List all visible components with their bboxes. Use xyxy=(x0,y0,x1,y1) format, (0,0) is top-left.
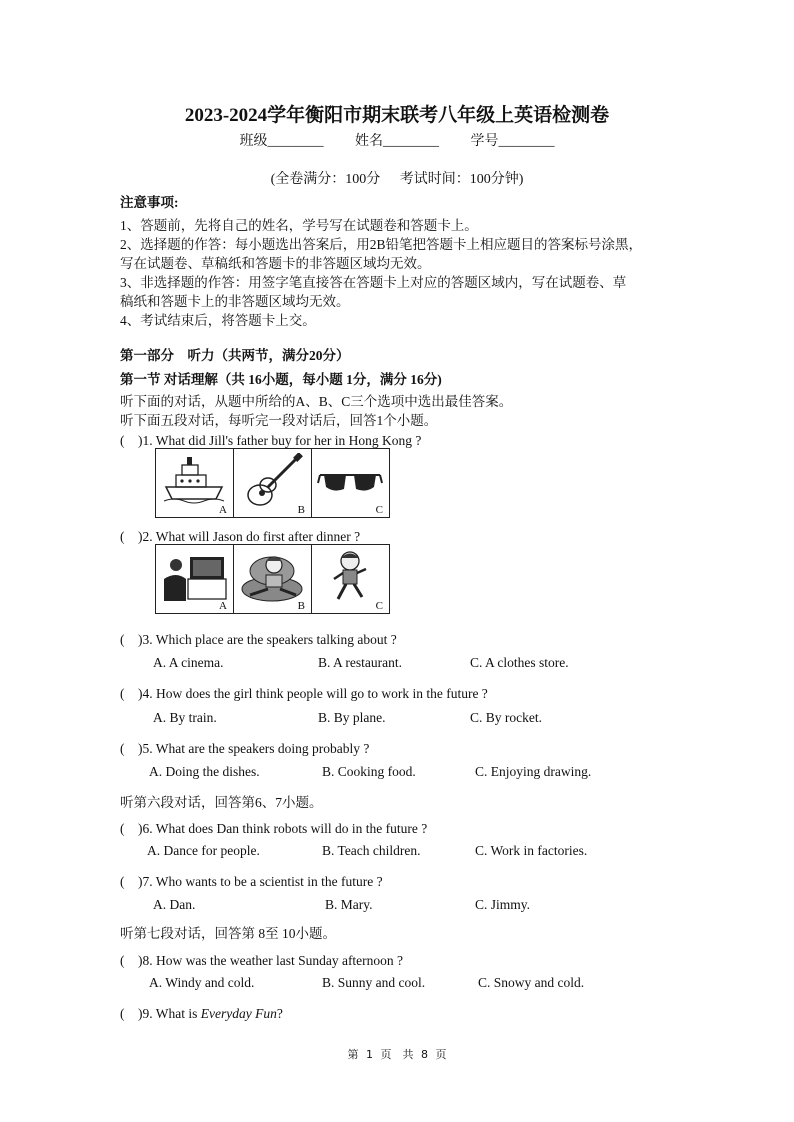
question-stem: ( )7. Who wants to be a scientist in the future ? xyxy=(120,874,383,889)
option-label: B xyxy=(297,600,305,612)
option-label: B xyxy=(297,504,305,516)
stem-italic: Everyday Fun xyxy=(200,1006,277,1021)
part-heading: 第一部分 听力（共两节，满分20分） xyxy=(120,348,350,363)
option-a: A. By train. xyxy=(153,710,217,725)
picture-options xyxy=(155,544,390,614)
option-a: A. Dance for people. xyxy=(147,843,260,858)
exam-title: 2023-2024学年衡阳市期末联考八年级上英语检测卷 xyxy=(184,105,610,126)
exam-meta xyxy=(0,168,794,188)
note-line: 稿纸和答题卡上的非答题区域均无效。 xyxy=(120,294,350,309)
stem-prefix: ( )9. What is xyxy=(120,1006,201,1021)
group-instruction: 听第七段对话，回答第 8至 10小题。 xyxy=(120,926,336,941)
name-field: 姓名________ xyxy=(355,134,439,149)
note-line: 写在试题卷、草稿纸和答题卡的非答题区域均无效。 xyxy=(120,256,431,271)
page-suffix: 页 xyxy=(435,1048,447,1061)
option-c: C. Jimmy. xyxy=(475,897,531,912)
relaxing-on-sofa-icon xyxy=(238,549,306,605)
class-field: 班级________ xyxy=(239,134,324,149)
score-info: (全卷满分：100分 xyxy=(270,172,381,187)
option-b: B. Mary. xyxy=(325,897,373,912)
page-number: 1 xyxy=(366,1048,373,1061)
picture-option-b xyxy=(234,449,312,517)
option-label: A xyxy=(219,600,227,612)
time-info: 考试时间：100分钟) xyxy=(399,172,524,187)
note-line: 4、考试结束后，将答题卡上交。 xyxy=(120,313,316,328)
page-prefix: 第 xyxy=(347,1048,359,1061)
page-mid: 页 共 xyxy=(380,1048,414,1061)
option-a: A. Windy and cold. xyxy=(149,975,255,990)
picture-option-c xyxy=(312,449,389,517)
picture-options xyxy=(155,448,390,518)
option-c: C. By rocket. xyxy=(470,710,542,725)
question-stem xyxy=(120,1002,283,1022)
option-label: C xyxy=(375,600,383,612)
option-b: B. By plane. xyxy=(318,710,386,725)
option-b: B. Cooking food. xyxy=(322,764,416,779)
option-b: B. Teach children. xyxy=(322,843,421,858)
question-stem: ( )6. What does Dan think robots will do in the future ? xyxy=(120,821,428,836)
notes-heading: 注意事项: xyxy=(120,195,179,210)
note-line: 3、非选择题的作答：用签字笔直接答在答题卡上对应的答题区域内，写在试题卷、草 xyxy=(120,275,627,290)
option-label: A xyxy=(219,504,227,516)
picture-option-c xyxy=(312,545,389,613)
running-boy-icon xyxy=(316,549,384,605)
option-a: A. Doing the dishes. xyxy=(149,764,260,779)
note-line: 1、答题前，先将自己的姓名，学号写在试题卷和答题卡上。 xyxy=(120,218,478,233)
question-stem: ( )8. How was the weather last Sunday afternoon ? xyxy=(120,953,404,968)
page-total: 8 xyxy=(421,1048,428,1061)
option-a: A. A cinema. xyxy=(153,655,224,670)
question-stem: ( )4. How does the girl think people will go to work in the future ? xyxy=(120,686,488,701)
instruction: 听下面五段对话，每听完一段对话后，回答1个小题。 xyxy=(120,413,438,428)
question-stem: ( )3. Which place are the speakers talking about ? xyxy=(120,632,397,647)
sunglasses-icon xyxy=(316,453,384,505)
option-b: B. Sunny and cool. xyxy=(322,975,426,990)
option-c: C. Snowy and cold. xyxy=(478,975,585,990)
student-info-fields xyxy=(0,130,794,150)
option-c: C. A clothes store. xyxy=(470,655,569,670)
picture-option-a xyxy=(156,545,234,613)
picture-option-b xyxy=(234,545,312,613)
option-a: A. Dan. xyxy=(153,897,196,912)
ship-icon xyxy=(160,453,228,505)
id-field: 学号________ xyxy=(470,134,555,149)
question-stem: ( )2. What will Jason do first after dinner ? xyxy=(120,529,361,544)
stem-suffix: ? xyxy=(276,1006,283,1021)
watching-tv-icon xyxy=(160,549,228,605)
picture-option-a xyxy=(156,449,234,517)
option-c: C. Enjoying drawing. xyxy=(475,764,592,779)
question-stem: ( )5. What are the speakers doing probably ? xyxy=(120,741,370,756)
question-stem: ( )1. What did Jill's father buy for her in Hong Kong ? xyxy=(120,433,422,448)
instruction: 听下面的对话，从题中所给的A、B、C三个选项中选出最佳答案。 xyxy=(120,394,513,409)
guitar-icon xyxy=(238,453,306,509)
option-label: C xyxy=(375,504,383,516)
option-b: B. A restaurant. xyxy=(318,655,402,670)
group-instruction: 听第六段对话，回答第6、7小题。 xyxy=(120,795,323,810)
section-heading: 第一节 对话理解（共 16小题，每小题 1分，满分 16分) xyxy=(120,372,442,387)
option-c: C. Work in factories. xyxy=(475,843,588,858)
note-line: 2、选择题的作答：每小题选出答案后，用2B铅笔把答题卡上相应题目的答案标号涂黑， xyxy=(120,237,643,252)
page-footer xyxy=(0,1046,794,1062)
